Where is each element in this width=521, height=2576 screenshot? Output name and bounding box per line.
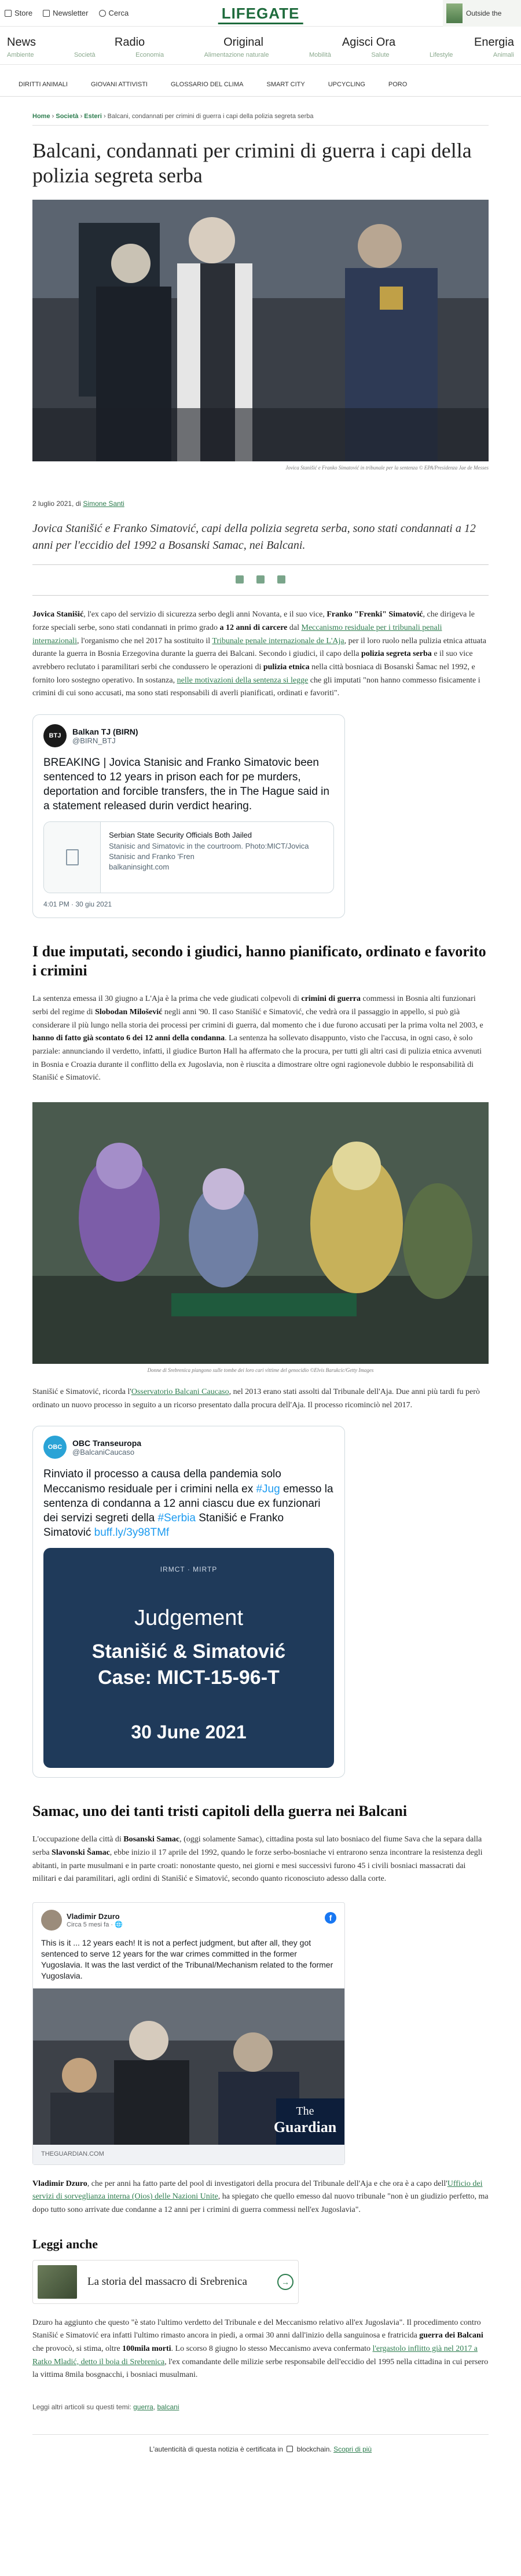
embedded-tweet[interactable]: [32, 1426, 345, 1777]
paragraph-1: Jovica Stanišić, l'ex capo del servizio di sicurezza serbo degli anni Novanta, e il suo vice, Franko "Frenki" Simatović, che dirigeva le forze speciali serbe, sono stati condannati in primo grado a 12 anni di carcere dal Meccanismo residuale per i tribunali penali internazionali, l'organismo che nel 2017 ha sostituito il Tribunale penale internazionale de L'Aja, per il loro ruolo nella pulizia etnica attuata durante la guerra in Bosnia Erzegovina durante la guerra dei Balcani. Secondo i giudici, il capo della polizia segreta serba e il suo vice avrebbero reclutato i paramilitari serbi che condussero le operazioni di pulizia etnica nella città bosniaca di Bosanski Šamac nel 1992, e fornito loro sostegno operativo. In sostanza, nelle motivazioni della sentenza si legge che gli imputati "non hanno commesso fisicamente i crimini di cui sono accusati, ma sono stati responsabili di averli pianificati, ordinati e favoriti".: [32, 610, 486, 698]
article-tags: Leggi altri articoli su questi temi: guerra, balcani: [32, 2403, 489, 2435]
facebook-icon: f: [325, 1912, 336, 1924]
hero-image: [32, 200, 489, 461]
link-sentenza[interactable]: nelle motivazioni della sentenza si legge: [177, 676, 309, 685]
author-link[interactable]: Simone Santi: [83, 500, 124, 508]
nav-original[interactable]: Original: [223, 36, 263, 49]
article-lead: Jovica Stanišić e Franko Simatović, capi della polizia segreta serba, sono stati condannati a 12 anni per l'eccidio del 1992 a Bosanski Samac, nei Balcani.: [32, 520, 489, 565]
paragraph-2: La sentenza emessa il 30 giugno a L'Aja è la prima che vede giudicati colpevoli di crimini di guerra commessi in Bosnia alti funzionari serbi del regime di Slobodan Milošević negli anni '90. Il caso Stanišić e Simatović, che vedrà ora il passaggio in appello, si può già considerare il più lungo nella storia dei processi per crimini di guerra, dal momento che i due furono accusati per la prima volta nel 2003, e hanno di fatto già scontato 6 dei 12 anni della condanna. La sentenza ha sollevato disappunto, visto che l'accusa, in ogni caso, è solo parziale: annunciando il verdetto, infatti, il giudice Burton Hall ha affermato che la procura, per tutti gli altri casi di pulizia etnica avvenuti in Bosnia e Croazia durante il conflitto della ex Jugoslavia, non è riuscita a dimostrare oltre ogni ragionevole dubbio le responsabilità di Stanišić e Simatović.: [32, 995, 483, 1082]
tag-link[interactable]: balcani: [157, 2402, 179, 2411]
search-icon: [99, 10, 106, 17]
breadcrumb-esteri[interactable]: Esteri: [84, 113, 102, 120]
linkedin-share-icon[interactable]: [277, 575, 285, 584]
subcat-item[interactable]: Salute: [371, 52, 390, 58]
breadcrumb-home[interactable]: Home: [32, 113, 50, 120]
tweet-text: Rinviato il processo a causa della pandemia solo Meccanismo residuale per i crimini nella ex #Jug emesso la sentenza di condanna a 12 anni ciascu due ex funzionari dei servizi segreti della #Serbia Stanišić e Franko Simatović buff.ly/3y98TMf: [43, 1468, 333, 1539]
blockchain-note: L'autenticità di questa notizia è certificata in blockchain. Scopri di più: [149, 2445, 372, 2453]
read-also-card[interactable]: [32, 2260, 299, 2304]
topic-bar: [0, 73, 521, 97]
tweet-handle: @BalcaniCaucaso: [72, 1447, 135, 1456]
document-icon: [66, 849, 79, 865]
breadcrumb: Home › Società › Esteri › Balcani, condannati per crimini di guerra i capi della polizia segreta serba: [32, 108, 489, 126]
promo-thumbnail: [446, 3, 463, 23]
subcat-item[interactable]: Lifestyle: [430, 52, 453, 58]
courtroom-photo: [32, 200, 489, 461]
fb-text: This is it ... 12 years each! It is not a perfect judgment, but after all, they got sentenced to serve 12 years for the war crimes committed in the former Yugoslavia. It was the last verdict of the Tribunal/Mechanism related to the former Yugoslavia.: [41, 1938, 333, 1980]
nav-radio[interactable]: Radio: [114, 36, 145, 49]
article-title: Balcani, condannati per crimini di guerra i capi della polizia segreta serba: [32, 139, 472, 188]
read-also-heading: Leggi anche: [32, 2236, 98, 2251]
tweet-avatar: BTJ: [43, 724, 67, 747]
topic-item[interactable]: GLOSSARIO DEL CLIMA: [170, 81, 244, 88]
link-mladic[interactable]: l'ergastolo inflitto già nel 2017 a Ratko Mladić, detto il boia di Srebrenica: [32, 2344, 478, 2366]
topic-item[interactable]: UPCYCLING: [328, 81, 365, 88]
tweet-media[interactable]: IRMCT · MIRTP Judgement Stanišić & Simatović Case: MICT-15-96-T 30 June 2021: [43, 1548, 334, 1768]
facebook-share-icon[interactable]: [236, 575, 244, 584]
paragraph-3: Stanišić e Simatović, ricorda l'Osservatorio Balcani Caucaso, nel 2013 erano stati assolti dal Tribunale dell'Aja. Due anni più tardi fu però ordinato un nuovo processo in seguito a un ricorso presentato dalla procura dell'Aja. Il processo ricominciò nel 2017.: [32, 1388, 480, 1410]
top-bar: [0, 0, 521, 27]
site-logo[interactable]: LIFEGATE: [218, 5, 303, 24]
newsletter-link[interactable]: Newsletter: [43, 9, 88, 17]
paragraph-4: L'occupazione della città di Bosanski Samac, (oggi solamente Samac), cittadina posta sul lato bosniaco del fiume Sava che la separa dalla serba Slavonski Šamac, ebbe inizio il 17 aprile del 1992, quando le forze serbo-bosniache vi entrarono senza incontrare la resistenza degli abitanti, in parte musulmani e in parte croati: nonostante questo, nei giorni e mesi successivi furono 45 i civili bosniaci massacrati dai militari e dai paramilitari, agli ordini di Stanišić e Simatović, secondo quanto riconosciuto adesso dalla corte.: [32, 1835, 483, 1884]
paragraph-5: Vladimir Dzuro, che per anni ha fatto parte del pool di investigatori della procura del Tribunale dell'Aja e che ora è a capo dell'Ufficio dei servizi di sorveglianza interna (Oios) delle Nazioni Unite, ha spiegato che quello emesso dal nuovo tribunale "non è un giudizio perfetto, ma dopo tutto sono arrivate due condanne a 12 anni per i crimini di guerra commessi nell'ex Jugoslavia".: [32, 2179, 489, 2214]
article: [0, 138, 521, 2461]
srebrenica-photo: [32, 1102, 489, 1364]
tweet-link-card[interactable]: Serbian State Security Officials Both Jailed Stanisic and Simatovic in the courtroom. Photo:MICT/Jovica Stanisic and Franko 'Fren balkaninsight.com: [43, 821, 334, 893]
topic-item[interactable]: GIOVANI ATTIVISTI: [90, 81, 148, 88]
tag-link[interactable]: guerra: [133, 2402, 153, 2411]
link-tribunale[interactable]: Tribunale penale internazionale de L'Aja: [212, 636, 344, 645]
tweet-handle: @BIRN_BTJ: [72, 736, 116, 745]
link-obc[interactable]: Osservatorio Balcani Caucaso: [131, 1388, 229, 1397]
arrow-right-icon[interactable]: →: [277, 2274, 293, 2290]
tweet-author[interactable]: OBC Transeuropa: [72, 1438, 142, 1448]
blockchain-learn-more[interactable]: Scopri di più: [333, 2445, 372, 2453]
section-heading: Samac, uno dei tanti tristi capitoli della guerra nei Balcani: [32, 1802, 408, 1819]
mourning-women-photo: [32, 1102, 489, 1364]
main-nav: [0, 27, 521, 52]
link-oios[interactable]: Ufficio dei servizi di sorveglianza interna (Oios) delle Nazioni Unite: [32, 2179, 483, 2201]
read-also-thumbnail: [38, 2265, 77, 2299]
topic-item[interactable]: SMART CITY: [266, 81, 305, 88]
photo-caption: Donne di Srebrenica piangono sulle tombe dei loro cari vittime del genocidio ©Elvis Barukcic/Getty Images: [147, 1367, 374, 1374]
promo-banner[interactable]: Outside the: [443, 0, 521, 27]
guardian-brand-text: Guardian: [273, 2118, 337, 2135]
subcat-item[interactable]: Alimentazione naturale: [204, 52, 269, 58]
read-also-title[interactable]: La storia del massacro di Srebrenica: [87, 2275, 247, 2288]
breadcrumb-current: Balcani, condannati per crimini di guerra i capi della polizia segreta serba: [107, 113, 314, 120]
fb-link-source: THEGUARDIAN.COM: [33, 2145, 344, 2164]
nav-energia[interactable]: Energia: [474, 36, 514, 49]
tweet-author[interactable]: Balkan TJ (BIRN): [72, 726, 138, 736]
guardian-brand-text: The: [296, 2104, 314, 2118]
blockchain-icon: [287, 2446, 293, 2452]
paragraph-6: Dzuro ha aggiunto che questo "è stato l'ultimo verdetto del Tribunale e del Meccanismo relativo all'ex Jugoslavia". Il procedimento contro Stanišić e Simatović era infatti l'ultimo rimasto ancora in piedi, a ormai 30 anni dall'inizio della sanguinosa e fratricida guerra dei Balcani che provocò, si stima, oltre 100mila morti. Lo scorso 8 giugno lo stesso Meccanismo aveva confermato l'ergastolo inflitto già nel 2017 a Ratko Mladić, detto il boia di Srebrenica, l'ex comandante delle milizie serbe responsabile dell'eccidio del 1995 nella cittadina in cui persero la vittima 8mila bosgnacchi, i bosniaci musulmani.: [32, 2318, 489, 2380]
subcat-item[interactable]: Ambiente: [7, 52, 34, 58]
link-domain: balkaninsight.com: [109, 862, 170, 871]
sub-categories: [0, 52, 521, 65]
tweet-timestamp[interactable]: 4:01 PM · 30 giu 2021: [43, 900, 112, 909]
twitter-share-icon[interactable]: [256, 575, 265, 584]
subcat-item[interactable]: Società: [74, 52, 96, 58]
bag-icon: [5, 10, 12, 17]
tweet-avatar: OBC: [43, 1436, 67, 1459]
media-logos: IRMCT · MIRTP: [160, 1565, 218, 1573]
link-meccanismo[interactable]: Meccanismo residuale per i tribunali penali internazionali: [32, 623, 442, 645]
hashtag-link[interactable]: #Jug: [256, 1483, 280, 1495]
subcat-item[interactable]: Animali: [493, 52, 514, 58]
nav-agisci-ora[interactable]: Agisci Ora: [342, 36, 396, 49]
store-link[interactable]: Store: [5, 9, 32, 17]
share-bar: [32, 565, 489, 596]
tweet-url[interactable]: buff.ly/3y98TMf: [94, 1526, 170, 1539]
topic-item[interactable]: DIRITTI ANIMALI: [19, 81, 68, 88]
guardian-photo: [33, 1988, 344, 2145]
fb-link-image[interactable]: [33, 1988, 344, 2145]
search-button[interactable]: Cerca: [99, 9, 129, 17]
tweet-text: BREAKING | Jovica Stanisic and Franko Simatovic been sentenced to 12 years in prison each for pe murders, deportation and forcible transfers, the in The Hague said in a statement released durin verdict hearing.: [43, 757, 329, 813]
embedded-facebook-post[interactable]: Vladimir Dzuro Circa 5 mesi fa · 🌐 f This is it ... 12 years each! It is not a perfect judgment, but after all, they got sentenced to serve 12 years for the war crimes committed in the former Yugoslavia. It was the last verdict of the Tribunal/Mechanism related to the former Yugoslavia. The Guardian THEGUARDIAN.COM: [32, 1902, 345, 2165]
article-meta: 2 luglio 2021, di Simone Santi: [32, 500, 124, 508]
topic-item[interactable]: PORO: [388, 81, 408, 88]
nav-news[interactable]: News: [7, 36, 36, 49]
subcat-item[interactable]: Economia: [135, 52, 164, 58]
fb-author[interactable]: Vladimir Dzuro: [67, 1912, 120, 1921]
fb-avatar: [41, 1910, 62, 1931]
section-heading: I due imputati, secondo i giudici, hanno pianificato, ordinato e favorito i crimini: [32, 943, 486, 979]
hashtag-link[interactable]: #Serbia: [157, 1511, 196, 1524]
subcat-item[interactable]: Mobilità: [309, 52, 331, 58]
mail-icon: [43, 10, 50, 17]
breadcrumb-societa[interactable]: Società: [56, 113, 79, 120]
embedded-tweet[interactable]: [32, 714, 345, 918]
hero-caption: Jovica Stanišić e Franko Simatović in tribunale per la sentenza © EPA/Presidenza Jae de Messes: [285, 465, 489, 471]
